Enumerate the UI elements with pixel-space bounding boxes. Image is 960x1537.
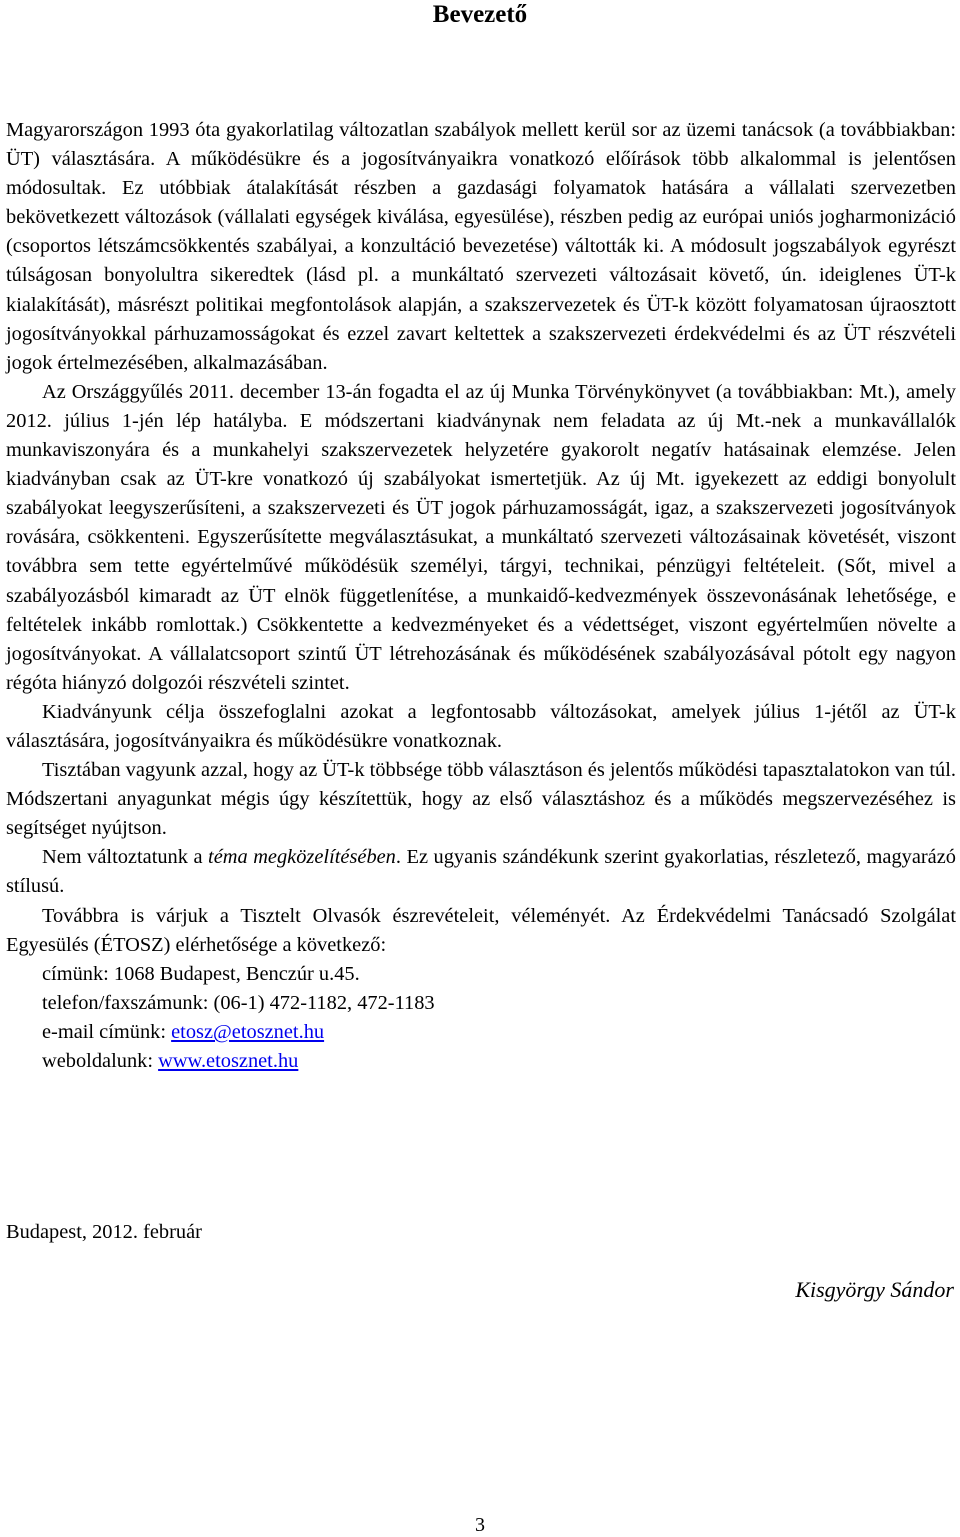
paragraph-style-emphasis: téma megközelítésében: [208, 846, 396, 869]
paragraph-style-after: . Ez ugyanis szándékunk szerint gyakorlatias, részletező, magyarázó stílusú.: [6, 846, 956, 898]
paragraph-intro: Magyarországon 1993 óta gyakorlatilag változatlan szabályok mellett kerül sor az üzemi tanácsok (a továbbiakban: ÜT) választására. A működésükre és a jogosítványaikra vonatkozó előírások több alkalommal is jelentősen módosultak. Ez utóbbiak átalakítását részben a gazdasági folyamatok hatására a vállalati szervezetben bekövetkezett változások (vállalati egységek kiválása, egyesülése), részben pedig az európai uniós jogharmonizáció (csoportos létszámcsökkentés szabályai, a konzultáció bevezetése) váltották ki. A módosult jogszabályok egyrészt túlságosan bonyolultra sikeredtek (lásd pl. a munkáltató szervezeti változásait követő, ún. ideiglenes ÜT-k kialakítását), másrészt politikai megfontolások alapján, a szakszervezetek és ÜT-k között folyamatosan újraosztott jogosítványokkal párhuzamosságokat és ezzel zavart keltettek a szakszervezeti érdekvédelmi és az ÜT részvételi jogok értelmezésében, alkalmazásában.: [6, 119, 956, 374]
website-link[interactable]: www.etosznet.hu: [158, 1050, 299, 1072]
author-name: Kisgyörgy Sándor: [795, 1277, 954, 1302]
document-date: Budapest, 2012. február: [6, 1221, 202, 1243]
contact-email-label: e-mail címünk:: [42, 1020, 172, 1043]
contact-email-line: [6, 1018, 956, 1047]
paragraph-purpose: Kiadványunk célja összefoglalni azokat a legfontosabb változásokat, amelyek július 1-jétől az ÜT-k választására, jogosítványaikra és működésükre vonatkoznak.: [6, 700, 956, 752]
paragraph-style: [6, 843, 956, 901]
page-number: 3: [475, 1514, 485, 1536]
document-body: [6, 116, 956, 1076]
paragraph-style-before: Nem változtatunk a: [42, 846, 209, 869]
contact-address: címünk: 1068 Budapest, Benczúr u.45.: [42, 962, 360, 985]
email-link[interactable]: etosz@etosznet.hu: [171, 1020, 325, 1043]
contact-web-line: [6, 1047, 956, 1076]
page-title: Bevezető: [432, 1, 528, 28]
paragraph-audience: Tisztában vagyunk azzal, hogy az ÜT-k többsége több választáson és jelentős működési tapasztalatokon van túl. Módszertani anyagunkat mégis úgy készítettük, hogy az első választáshoz és a működés megszervezéséhez is segítséget nyújtson.: [6, 759, 956, 840]
paragraph-new-labour-code: Az Országgyűlés 2011. december 13-án fogadta el az új Munka Törvénykönyvet (a továbbiakban: Mt.), amely 2012. július 1-jén lép hatályba. E módszertani kiadványnak nem feladata az új Mt.-nek a munkavállalók munkaviszonyára és a munkahelyi szakszervezetek helyzetére gyakorolt negatív hatásainak elemzése. Jelen kiadványban csak az ÜT-kre vonatkozó új szabályokat ismertetjük. Az új Mt. igyekezett az eddigi bonyolult szabályokat leegyszerűsíteni, a szakszervezeti és ÜT jogok párhuzamosságát, igaz, a szakszervezeti jogosítványok rovására, csökkenteni. Egyszerűsítette megválasztásukat, a munkáltató szervezeti változásainak követését, viszont továbbra sem tette egyértelművé működésük személyi, tárgyi, technikai, pénzügyi feltételeit. (Sőt, mivel a szabályozásból kimaradt az ÜT elnök függetlenítése, a munkaidő-kedvezmények összevonásának lehetősége, e feltételek inkább romlottak.) Csökkentette a kedvezményeket és a védettséget, viszont egyértelműen növelte a jogosítványokat. A vállalatcsoport szintű ÜT létrehozásának és működésének szabályozásával pótolt egy nagyon régóta hiányzó dolgozói részvételi szintet.: [6, 380, 956, 694]
contact-phone: telefon/faxszámunk: (06-1) 472-1182, 472-1183: [42, 991, 435, 1014]
contact-web-label: weboldalunk:: [42, 1050, 159, 1072]
paragraph-feedback: Továbbra is várjuk a Tisztelt Olvasók észrevételeit, véleményét. Az Érdekvédelmi Tanácsadó Szolgálat Egyesülés (ÉTOSZ) elérhetősége a következő:: [6, 904, 956, 956]
